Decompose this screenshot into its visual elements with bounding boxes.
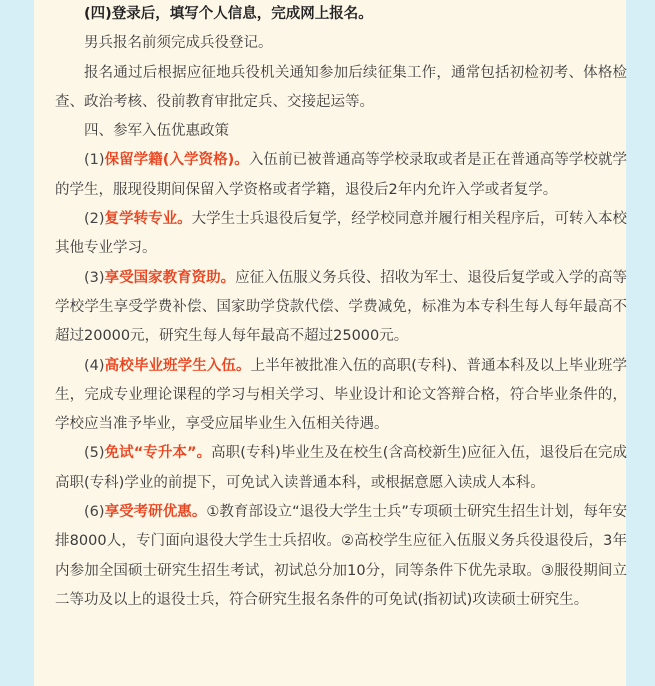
step-heading: (四)登录后，填写个人信息，完成网上报名。 [84,6,373,22]
policy-item: (6)享受考研优惠。①教育部设立“退役大学生士兵”专项硕士研究生招生计划，每年安排8000人，专门面向退役大学生士兵招收。②高校学生应征入伍服义务兵役退役后，3年内参加全国硕士研究生招生考试，初试总分加10分，同等条件下优先录取。③服役期间立二等功及以上的退役士兵，符合研究生报名条件的可免试(指初试)攻读硕士研究生。 [55,504,627,608]
policy-title: 免试“专升本”。 [104,445,212,462]
policy-item: (2)复学转专业。大学生士兵退役后复学，经学校同意并履行相关程序后，可转入本校其他专业学习。 [55,211,628,257]
article-body [55,0,627,615]
policy-item: (4)高校毕业班学生入伍。上半年被批准入伍的高职(专科)、普通本科及以上毕业班学生，完成专业理论课程的学习与相关学习、毕业设计和论文答辩合格，符合毕业条件的，学校应当准予毕业，享受应届毕业生入伍相关待遇。 [55,357,628,433]
policy-item: (1)保留学籍(入学资格)。入伍前已被普通高等学校录取或者是正在普通高等学校就学的学生，服现役期间保留入学资格或者学籍，退役后2年内允许入学或者复学。 [55,152,627,198]
policy-item: (3)享受国家教育资助。应征入伍服义务兵役、招收为军士、退役后复学或入学的高等学校学生享受学费补偿、国家助学贷款代偿、学费减免，标准为本专科生每人每年最高不超过20000元，研究生每人每年最高不超过25000元。 [55,269,627,345]
policy-title: 高校毕业班学生入伍。 [104,357,251,374]
paragraph-process: 报名通过后根据应征地兵役机关通知参加后续征集工作，通常包括初检初考、体格检查、政治考核、役前教育审批定兵、交接起运等。 [55,64,627,110]
policy-item: (5)免试“专升本”。高职(专科)毕业生及在校生(含高校新生)应征入伍，退役后在完成高职(专科)学业的前提下，可免试入读普通本科，或根据意愿入读成人本科。 [55,445,627,491]
paragraph-registration: 男兵报名前须完成兵役登记。 [84,35,273,52]
section-title: 四、参军入伍优惠政策 [84,123,229,140]
policy-title: 复学转专业。 [104,211,192,228]
policy-title: 享受国家教育资助。 [104,269,236,286]
policy-title: 享受考研优惠。 [104,504,207,521]
policy-title: 保留学籍(入学资格)。 [104,152,249,169]
